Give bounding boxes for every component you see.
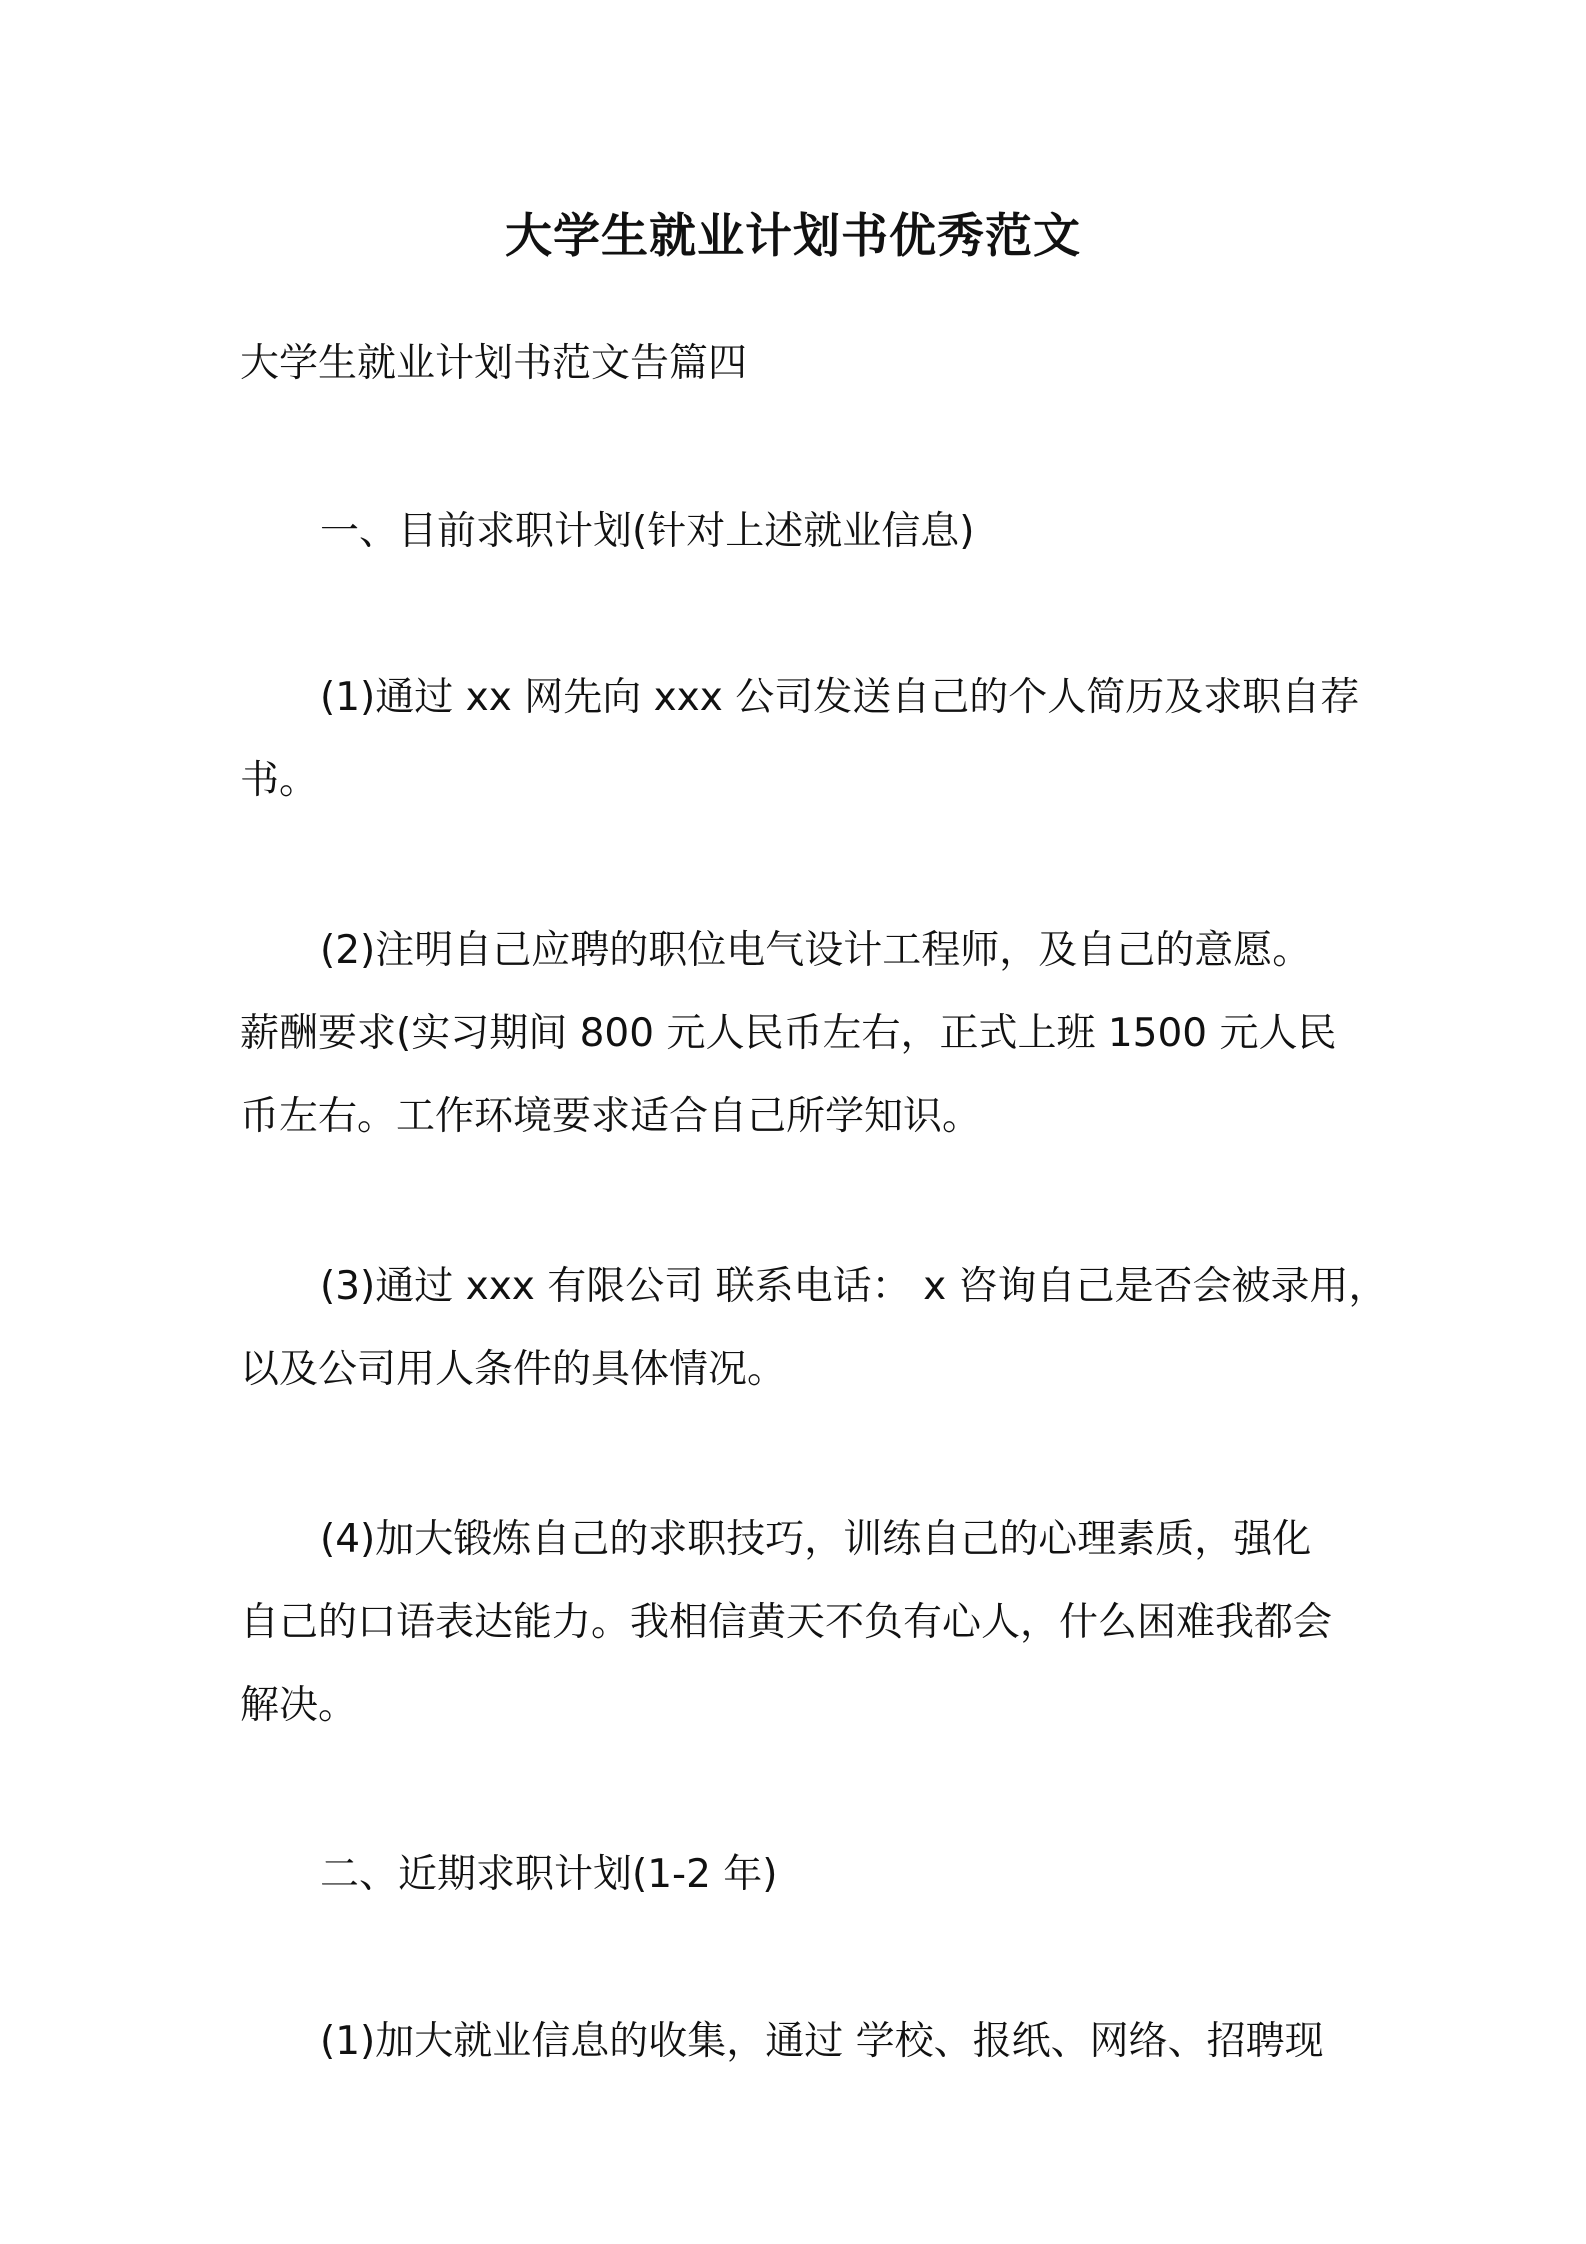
paragraph-line: (1)加大就业信息的收集，通过 学校、报纸、网络、招聘现	[320, 2019, 1324, 2064]
paragraph-line: 自己的口语表达能力。我相信黄天不负有心人，什么困难我都会	[240, 1600, 1333, 1645]
paragraph-line: 以及公司用人条件的具体情况。	[240, 1347, 787, 1392]
paragraph-line: (3)通过 xxx 有限公司 联系电话： x 咨询自己是否会被录用，	[320, 1264, 1388, 1309]
paragraph-line: 币左右。工作环境要求适合自己所学知识。	[240, 1094, 982, 1139]
paragraph-line: (1)通过 xx 网先向 xxx 公司发送自己的个人简历及求职自荐	[320, 675, 1360, 720]
document-title: 大学生就业计划书优秀范文	[505, 209, 1081, 264]
section-1-heading: 一、目前求职计划(针对上述就业信息)	[320, 509, 975, 554]
paragraph-line: 解决。	[240, 1683, 358, 1728]
paragraph-line: 书。	[240, 758, 319, 803]
paragraph-line: (4)加大锻炼自己的求职技巧，训练自己的心理素质，强化	[320, 1517, 1312, 1562]
paragraph-line: 薪酬要求(实习期间 800 元人民币左右，正式上班 1500 元人民	[240, 1011, 1337, 1056]
section-2-heading: 二、近期求职计划(1-2 年)	[320, 1852, 778, 1897]
document-subtitle: 大学生就业计划书范文告篇四	[240, 341, 748, 386]
paragraph-line: (2)注明自己应聘的职位电气设计工程师，及自己的意愿。	[320, 928, 1312, 973]
